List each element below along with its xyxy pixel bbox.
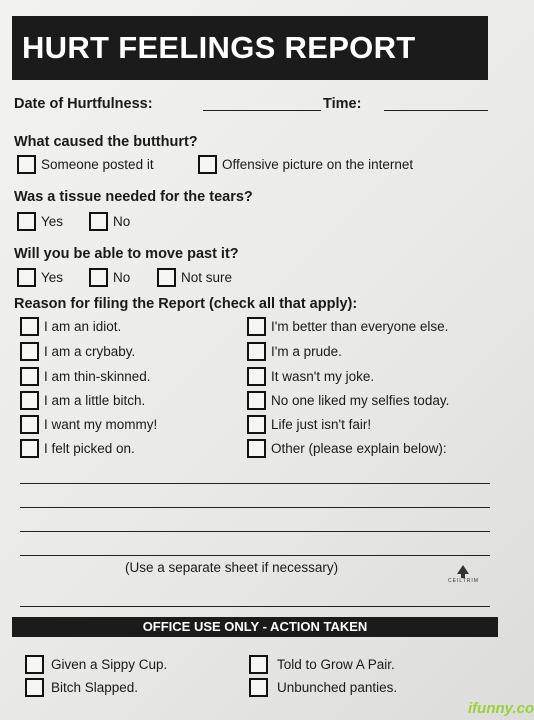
report-title: HURT FEELINGS REPORT — [12, 16, 488, 80]
q1-label: What caused the butthurt? — [14, 134, 198, 150]
explain-line-5[interactable] — [20, 606, 490, 607]
reason-label: I am thin-skinned. — [44, 369, 151, 384]
checkbox-move-past-not-sure[interactable] — [157, 268, 176, 287]
reason-label: It wasn't my joke. — [271, 369, 375, 384]
action-label: Given a Sippy Cup. — [51, 657, 168, 672]
checkbox-reason-left-1[interactable] — [20, 317, 39, 336]
explain-line-1[interactable] — [20, 483, 490, 484]
reason-label: I felt picked on. — [44, 441, 135, 456]
action-label: Bitch Slapped. — [51, 680, 139, 695]
checkbox-reason-right-4[interactable] — [247, 391, 266, 410]
company-logo: CEILTRIM — [448, 565, 478, 585]
option-label: Not sure — [181, 270, 233, 285]
explain-line-2[interactable] — [20, 507, 490, 508]
checkbox-reason-right-5[interactable] — [247, 415, 266, 434]
ifunny-watermark: ifunny.co — [468, 700, 534, 717]
checkbox-tissue-yes[interactable] — [17, 212, 36, 231]
checkbox-reason-left-2[interactable] — [20, 342, 39, 361]
office-use-header: OFFICE USE ONLY - ACTION TAKEN — [12, 617, 498, 637]
q3-label: Will you be able to move past it? — [14, 246, 239, 262]
q2-label: Was a tissue needed for the tears? — [14, 189, 253, 205]
reason-label: I want my mommy! — [44, 417, 158, 432]
reason-label: I am a little bitch. — [44, 393, 146, 408]
reason-label: I am an idiot. — [44, 319, 122, 334]
action-label: Told to Grow A Pair. — [277, 657, 395, 672]
checkbox-offensive-picture[interactable] — [198, 155, 217, 174]
time-label: Time: — [323, 96, 362, 112]
checkbox-unbunched-panties[interactable] — [249, 678, 268, 697]
reason-label: I'm better than everyone else. — [271, 319, 449, 334]
action-label: Unbunched panties. — [277, 680, 398, 695]
time-field[interactable] — [384, 110, 488, 111]
checkbox-move-past-yes[interactable] — [17, 268, 36, 287]
reason-label: No one liked my selfies today. — [271, 393, 450, 408]
checkbox-sippy-cup[interactable] — [25, 655, 44, 674]
option-label: Yes — [41, 214, 64, 229]
explain-line-3[interactable] — [20, 531, 490, 532]
checkbox-reason-right-1[interactable] — [247, 317, 266, 336]
reason-label: Other (please explain below): — [271, 441, 447, 456]
reason-label: I am a crybaby. — [44, 344, 136, 359]
option-label: Offensive picture on the internet — [222, 157, 414, 172]
checkbox-reason-left-4[interactable] — [20, 391, 39, 410]
checkbox-reason-right-2[interactable] — [247, 342, 266, 361]
date-field[interactable] — [203, 110, 321, 111]
checkbox-reason-left-5[interactable] — [20, 415, 39, 434]
q4-label: Reason for filing the Report (check all that apply): — [14, 296, 358, 312]
reason-label: I'm a prude. — [271, 344, 342, 359]
date-label: Date of Hurtfulness: — [14, 96, 153, 112]
checkbox-reason-left-6[interactable] — [20, 439, 39, 458]
option-label: No — [113, 214, 131, 229]
checkbox-bitch-slapped[interactable] — [25, 678, 44, 697]
option-label: No — [113, 270, 131, 285]
explain-line-4[interactable] — [20, 555, 490, 556]
checkbox-reason-right-3[interactable] — [247, 367, 266, 386]
option-label: Someone posted it — [41, 157, 154, 172]
checkbox-reason-right-6[interactable] — [247, 439, 266, 458]
option-label: Yes — [41, 270, 64, 285]
checkbox-tissue-no[interactable] — [89, 212, 108, 231]
checkbox-grow-a-pair[interactable] — [249, 655, 268, 674]
reason-label: Life just isn't fair! — [271, 417, 372, 432]
separate-sheet-note: (Use a separate sheet if necessary) — [125, 560, 339, 575]
checkbox-someone-posted[interactable] — [17, 155, 36, 174]
checkbox-move-past-no[interactable] — [89, 268, 108, 287]
checkbox-reason-left-3[interactable] — [20, 367, 39, 386]
